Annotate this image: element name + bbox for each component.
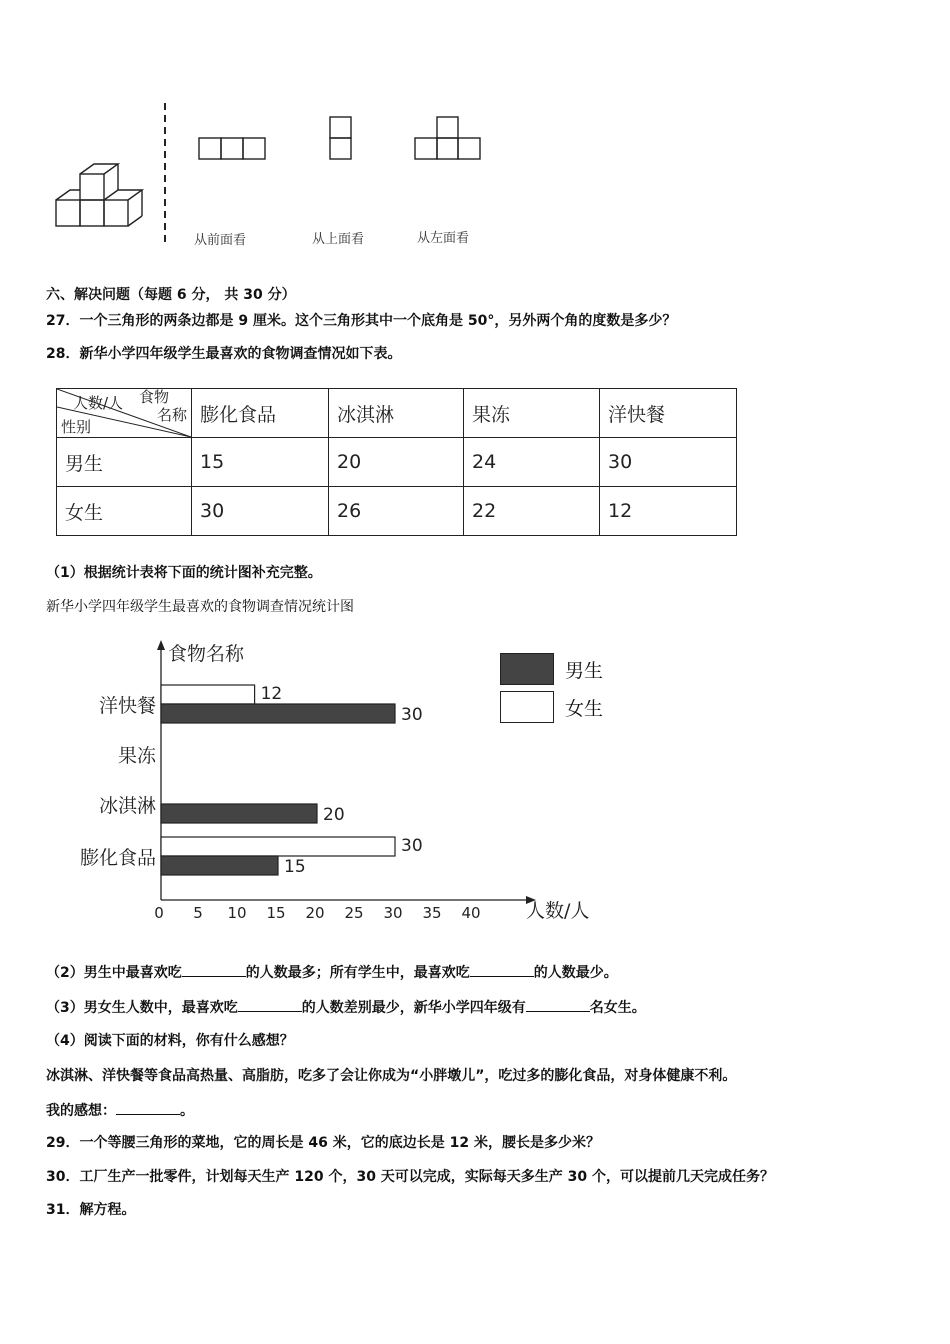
my-feeling <box>46 1100 194 1121</box>
question-28: 28．新华小学四年级学生最喜欢的食物调查情况如下表。 <box>46 346 402 362</box>
y-axis-arrow <box>157 640 165 650</box>
column-header: 果冻 <box>464 389 600 438</box>
bar-boy <box>161 804 317 823</box>
q28-3-text-a: （3）男女生人数中，最喜欢吃 <box>46 1000 238 1016</box>
table-row <box>57 438 737 487</box>
question-28-3 <box>46 997 646 1018</box>
section-title: 六、解决问题（每题 6 分， 共 30 分） <box>46 287 296 303</box>
column-header: 膨化食品 <box>192 389 329 438</box>
bar-girl <box>161 837 395 856</box>
question-29: 29．一个等腰三角形的菜地，它的周长是 46 米，它的底边长是 12 米，腰长是多少米？ <box>46 1135 600 1151</box>
left-view <box>415 117 480 159</box>
table-cell: 30 <box>600 438 737 487</box>
legend-girl-swatch <box>500 691 554 723</box>
question-27: 27．一个三角形的两条边都是 9 厘米。这个三角形其中一个底角是 50°，另外两个角的度数是多少？ <box>46 313 677 329</box>
table-cell: 12 <box>600 487 737 536</box>
x-tick-label: 30 <box>383 904 403 922</box>
legend-boy-swatch <box>500 653 554 685</box>
reading-material: 冰淇淋、洋快餐等食品高热量、高脂肪，吃多了会让你成为“小胖墩儿”，吃过多的膨化食品，对身体健康不利。 <box>46 1068 737 1084</box>
q28-3-text-b: 的人数差别最少，新华小学四年级有 <box>301 1000 526 1016</box>
question-28-2 <box>46 962 618 983</box>
bar-boy <box>161 704 395 723</box>
x-tick-label: 0 <box>154 904 164 922</box>
feeling-label: 我的感想： <box>46 1103 116 1119</box>
answer-blank[interactable] <box>470 962 534 977</box>
header-gender-label: 性别 <box>61 418 92 436</box>
q28-2-text-a: （2）男生中最喜欢吃 <box>46 965 182 981</box>
answer-blank[interactable] <box>182 962 246 977</box>
top-view <box>330 117 351 159</box>
x-tick-label: 20 <box>305 904 325 922</box>
category-label: 洋快餐 <box>98 695 156 717</box>
bar-girl <box>161 685 255 704</box>
legend-girl-label: 女生 <box>565 698 604 720</box>
table-row <box>57 487 737 536</box>
table-header-row <box>57 389 737 438</box>
column-header: 冰淇淋 <box>329 389 464 438</box>
column-header: 洋快餐 <box>600 389 737 438</box>
chart-title: 新华小学四年级学生最喜欢的食物调查情况统计图 <box>46 599 354 615</box>
bar-value-label: 15 <box>284 857 306 877</box>
y-axis-label: 食物名称 <box>168 643 245 665</box>
survey-table <box>56 388 737 536</box>
table-cell: 15 <box>192 438 329 487</box>
top-view-label: 从上面看 <box>312 232 365 247</box>
answer-blank[interactable] <box>116 1100 180 1115</box>
bar-boy <box>161 856 278 875</box>
feeling-end: 。 <box>180 1103 194 1119</box>
bar-value-label: 12 <box>260 684 283 704</box>
question-28-4: （4）阅读下面的材料，你有什么感想？ <box>46 1033 294 1049</box>
table-cell: 22 <box>464 487 600 536</box>
x-tick-label: 35 <box>422 904 442 922</box>
front-view-label: 从前面看 <box>194 233 247 248</box>
table-cell: 24 <box>464 438 600 487</box>
row-label: 女生 <box>57 487 192 536</box>
header-count-label: 人数/人 <box>73 394 124 412</box>
q28-2-text-c: 的人数最少。 <box>533 965 618 981</box>
row-label: 男生 <box>57 438 192 487</box>
legend-boy-label: 男生 <box>565 660 604 682</box>
question-28-1: （1）根据统计表将下面的统计图补充完整。 <box>46 565 322 581</box>
front-view <box>199 138 265 159</box>
question-30: 30．工厂生产一批零件，计划每天生产 120 个，30 天可以完成，实际每天多生产 30 个，可以提前几天完成任务？ <box>46 1169 775 1185</box>
category-label: 膨化食品 <box>79 847 156 869</box>
x-axis-label: 人数/人 <box>526 900 590 922</box>
bar-value-label: 30 <box>401 836 423 856</box>
q28-2-text-b: 的人数最多；所有学生中，最喜欢吃 <box>245 965 470 981</box>
category-label: 冰淇淋 <box>98 795 156 817</box>
answer-blank[interactable] <box>238 997 302 1012</box>
header-food-label: 食物 <box>139 388 170 406</box>
bar-value-label: 30 <box>401 705 423 725</box>
left-view-label: 从左面看 <box>417 231 470 246</box>
table-cell: 26 <box>329 487 464 536</box>
table-cell: 20 <box>329 438 464 487</box>
q28-3-text-c: 名女生。 <box>589 1000 646 1016</box>
x-tick-label: 40 <box>461 904 481 922</box>
three-view-figure <box>40 95 520 255</box>
table-cell: 30 <box>192 487 329 536</box>
category-label: 果冻 <box>117 745 156 767</box>
question-31: 31．解方程。 <box>46 1202 136 1218</box>
x-tick-label: 10 <box>227 904 247 922</box>
diagonal-header-cell <box>57 389 192 438</box>
x-tick-label: 25 <box>344 904 364 922</box>
header-name-label: 名称 <box>157 406 188 424</box>
answer-blank[interactable] <box>526 997 590 1012</box>
x-tick-label: 15 <box>266 904 286 922</box>
x-tick-label: 5 <box>193 904 203 922</box>
bar-value-label: 20 <box>323 805 345 825</box>
